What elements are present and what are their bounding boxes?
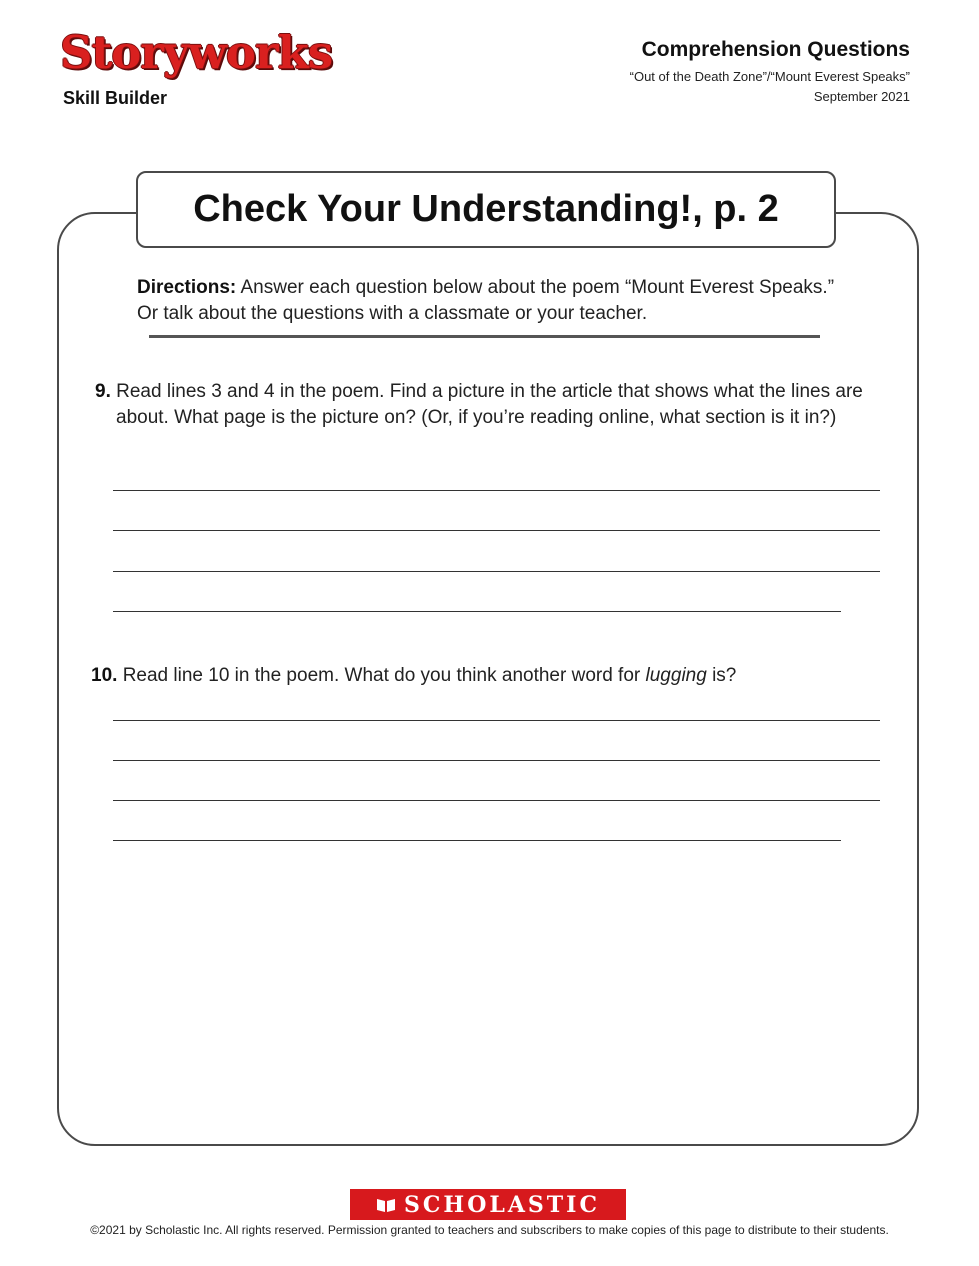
header-title: Comprehension Questions <box>641 38 910 61</box>
worksheet-title-box <box>136 171 836 248</box>
question-text: Read line 10 in the poem. What do you think another word for <box>122 665 641 686</box>
answer-line[interactable] <box>113 760 880 761</box>
scholastic-logo <box>350 1189 626 1220</box>
directions <box>137 275 857 327</box>
open-book-icon <box>376 1197 396 1213</box>
worksheet-title: Check Your Understanding!, p. 2 <box>193 188 779 230</box>
header-article-titles: “Out of the Death Zone”/“Mount Everest Speaks” <box>629 69 910 84</box>
question-emphasis-word: lugging <box>645 665 707 686</box>
scholastic-wordmark: SCHOLASTIC <box>404 1191 600 1218</box>
directions-divider <box>149 335 820 338</box>
storyworks-logo: Storyworks <box>60 26 333 79</box>
directions-text: Answer each question below about the poem “Mount Everest Speaks.” Or talk about the questions with a classmate or your teacher. <box>137 277 835 324</box>
copyright-notice: ©2021 by Scholastic Inc. All rights reserved. Permission granted to teachers and subscribers to make copies of this page to distribute to their students. <box>90 1223 889 1237</box>
question-number: 9. <box>95 381 111 402</box>
answer-line[interactable] <box>113 571 880 572</box>
question-10 <box>91 663 861 689</box>
question-number: 10. <box>91 665 118 686</box>
question-text: Read lines 3 and 4 in the poem. Find a picture in the article that shows what the lines are about. What page is the picture on? (Or, if you’re reading online, what section is it in?) <box>116 381 863 428</box>
answer-line[interactable] <box>113 840 841 841</box>
question-text-end: is? <box>712 665 737 686</box>
header-date: September 2021 <box>813 89 910 104</box>
question-9 <box>95 379 886 431</box>
answer-line[interactable] <box>113 490 880 491</box>
answer-line[interactable] <box>113 800 880 801</box>
answer-line[interactable] <box>113 611 841 612</box>
answer-line[interactable] <box>113 720 880 721</box>
skill-builder-label: Skill Builder <box>63 88 168 108</box>
answer-line[interactable] <box>113 530 880 531</box>
directions-label: Directions: <box>137 277 237 298</box>
